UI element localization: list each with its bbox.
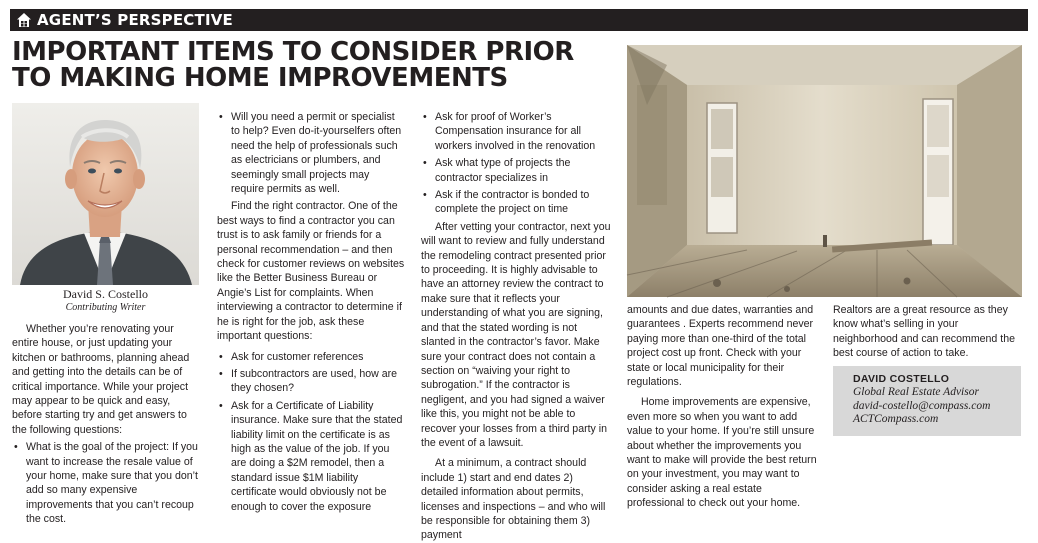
list-item: • Ask for a Certificate of Liability insurance. Make sure that the stated liability limit on the certificate is as high as the value of the job. If you are doing a $2M remodel, then a standard issue $1M liability certificate would obviously not be enough to cover the exposure	[219, 399, 403, 513]
bullet-icon: •	[14, 441, 18, 454]
bullet-icon: •	[219, 399, 223, 412]
bullet-icon: •	[423, 189, 427, 202]
paragraph: At a minimum, a contract should include 1) start and end dates 2) detailed information about permits, licenses and inspections – and who will be responsible for obtaining them 3) payment	[421, 457, 606, 542]
bullet-icon: •	[219, 367, 223, 380]
author-portrait	[12, 103, 199, 285]
headline: IMPORTANT ITEMS TO CONSIDER PRIOR TO MAKING HOME IMPROVEMENTS	[12, 37, 574, 93]
list-item: • Ask for customer references	[219, 350, 364, 363]
author-signature-box	[833, 366, 1021, 436]
bullet-icon: •	[423, 111, 427, 123]
list-item: • Will you need a permit or specialist to help? Even do-it-yourselfers often need the help of professionals such as electricians or plumbers, and seemingly small projects may require permits as well.	[219, 111, 402, 196]
section-banner	[10, 9, 1028, 31]
article-column-5	[833, 303, 1023, 361]
signature-title: Global Real Estate Advisor	[853, 386, 979, 398]
list-item: • If subcontractors are used, how are they chosen?	[219, 367, 398, 395]
paragraph: Home improvements are expensive, even more so when you want to add value to your home. If you’re still unsure about whether the improvements you want to make will provide the best return on your investment, you may want to consider asking a real estate professional to check out your home.	[627, 396, 817, 510]
bullet-icon: •	[423, 157, 427, 170]
paragraph: Realtors are a great resource as they know what’s selling in your neighborhood and can recommend the best course of action to take.	[833, 304, 1015, 360]
author-role: Contributing Writer	[65, 302, 146, 313]
paragraph: Whether you’re renovating your entire house, or just updating your kitchen or bathrooms, planning ahead and getting into the details can be of critical importance. While your project may appear to be quick and easy, before starting try and get answers to the following questions:	[12, 323, 190, 436]
signature-name: DAVID COSTELLO	[853, 373, 950, 385]
signature-email[interactable]: david-costello@compass.com	[853, 399, 991, 412]
renovation-room-photo	[627, 45, 1022, 297]
bullet-icon: •	[219, 111, 223, 123]
list-item: • Ask what type of projects the contractor specializes in	[423, 157, 571, 184]
article-column-3	[421, 110, 612, 543]
signature-website[interactable]: ACTCompass.com	[853, 413, 939, 425]
paragraph: After vetting your contractor, next you will want to review and fully understand the remodeling contract presented prior to proceeding. It is highly advisable to have an attorney review the contract to make sure that it reflects your understanding of what you are signing, and that the stated wording is not slanted in the contractor’s favor. Make sure your contract does not contain a section on “waiving your right to subrogation.” If the contractor is negligent, and you had signed a waiver like this, you might not be able to recover your losses from a third party in the event of a lawsuit.	[421, 220, 611, 449]
house-icon	[16, 12, 32, 28]
list-item: • What is the goal of the project: If you want to increase the resale value of your home, make sure that you don’t add so many expensive improvements that you can’t recoup the cost.	[14, 441, 198, 526]
bullet-icon: •	[219, 350, 223, 363]
list-item: • Ask for proof of Worker’s Compensation insurance for all workers involved in the renovation	[423, 111, 596, 152]
list-item: • Ask if the contractor is bonded to complete the project on time	[423, 189, 590, 216]
author-name: David S. Costello	[62, 287, 148, 301]
article-column-4	[627, 303, 817, 511]
section-label: AGENT’S PERSPECTIVE	[37, 11, 233, 29]
article-column-2	[217, 110, 405, 514]
paragraph: amounts and due dates, warranties and guarantees . Experts recommend never paying more than one-third of the total project cost up front. Check with your state or local municipality for their regulations.	[627, 304, 814, 389]
article-column-1	[12, 322, 198, 527]
paragraph: Find the right contractor. One of the best ways to find a contractor you can trust is to ask family or friends for a personal recommendation – and then check for customer reviews on websites like the Better Business Bureau or Angie’s List for complaints. When interviewing a contractor to determine if he is right for the job, ask these important questions:	[217, 200, 405, 343]
